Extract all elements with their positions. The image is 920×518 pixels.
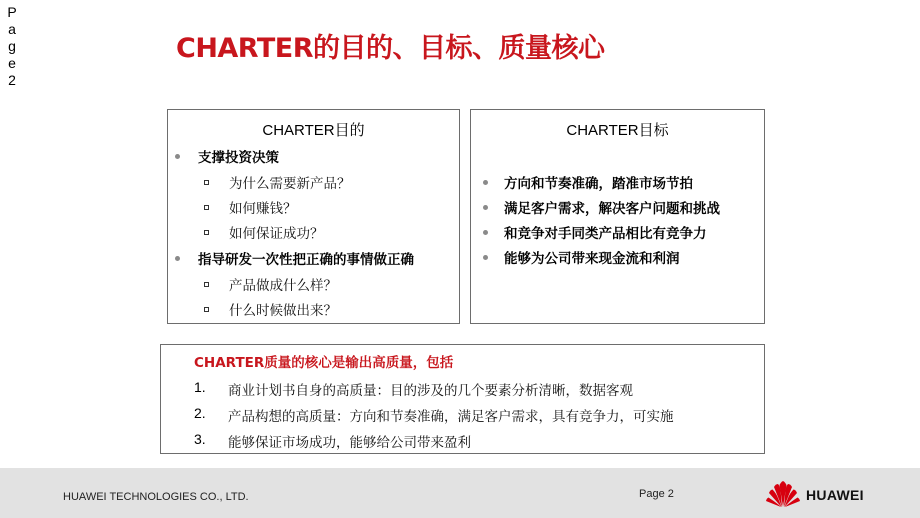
- purpose-sub-item: 如何保证成功？: [229, 226, 324, 242]
- footer-bar: [0, 468, 920, 518]
- purpose-sub-item: 如何赚钱？: [229, 201, 297, 217]
- goals-heading: CHARTER目标: [566, 122, 669, 139]
- purpose-sub-item: 为什么需要新产品？: [229, 176, 351, 192]
- bullet-dot-icon: [483, 255, 488, 260]
- slide-title: CHARTER的目的、目标、质量核心: [176, 33, 605, 64]
- goal-item: 方向和节奏准确，踏准市场节拍: [504, 176, 693, 192]
- page-letter: g: [8, 38, 16, 54]
- page-letter: a: [8, 21, 16, 37]
- purpose-sub-item: 什么时候做出来？: [229, 303, 337, 319]
- goal-item: 和竞争对手同类产品相比有竞争力: [504, 226, 707, 242]
- bullet-square-icon: [204, 307, 209, 312]
- page-letter: P: [7, 4, 17, 20]
- purpose-heading: CHARTER目的: [262, 122, 365, 139]
- vertical-page-label: [6, 4, 18, 89]
- bullet-square-icon: [204, 282, 209, 287]
- bullet-square-icon: [204, 230, 209, 235]
- goal-item: 能够为公司带来现金流和利润: [504, 251, 680, 267]
- purpose-box: [167, 109, 460, 324]
- quality-item-text: 能够保证市场成功，能够给公司带来盈利: [228, 435, 471, 451]
- bullet-dot-icon: [483, 230, 488, 235]
- quality-item-text: 产品构想的高质量：方向和节奏准确，满足客户需求，具有竞争力，可实施: [228, 409, 674, 425]
- purpose-item-2: 指导研发一次性把正确的事情做正确: [198, 252, 414, 268]
- purpose-sub-item: 产品做成什么样？: [229, 278, 337, 294]
- quality-item-number: 3.: [194, 431, 206, 447]
- quality-heading: CHARTER质量的核心是输出高质量，包括: [194, 355, 454, 371]
- bullet-dot-icon: [483, 180, 488, 185]
- bullet-dot-icon: [175, 154, 180, 159]
- bullet-dot-icon: [175, 256, 180, 261]
- footer-page-number: Page 2: [639, 488, 674, 500]
- page-letter: e: [8, 55, 16, 71]
- page-letter: 2: [8, 72, 16, 88]
- footer-company: HUAWEI TECHNOLOGIES CO., LTD.: [63, 491, 249, 503]
- huawei-logo-icon: [766, 481, 800, 508]
- bullet-square-icon: [204, 180, 209, 185]
- quality-item-number: 2.: [194, 405, 206, 421]
- bullet-dot-icon: [483, 205, 488, 210]
- footer-brand: HUAWEI: [806, 487, 864, 503]
- goals-box: [470, 109, 765, 324]
- quality-item-text: 商业计划书自身的高质量：目的涉及的几个要素分析清晰，数据客观: [228, 383, 633, 399]
- purpose-item-1: 支撑投资决策: [198, 150, 279, 166]
- quality-item-number: 1.: [194, 379, 206, 395]
- bullet-square-icon: [204, 205, 209, 210]
- quality-box: [160, 344, 765, 454]
- goal-item: 满足客户需求，解决客户问题和挑战: [504, 201, 720, 217]
